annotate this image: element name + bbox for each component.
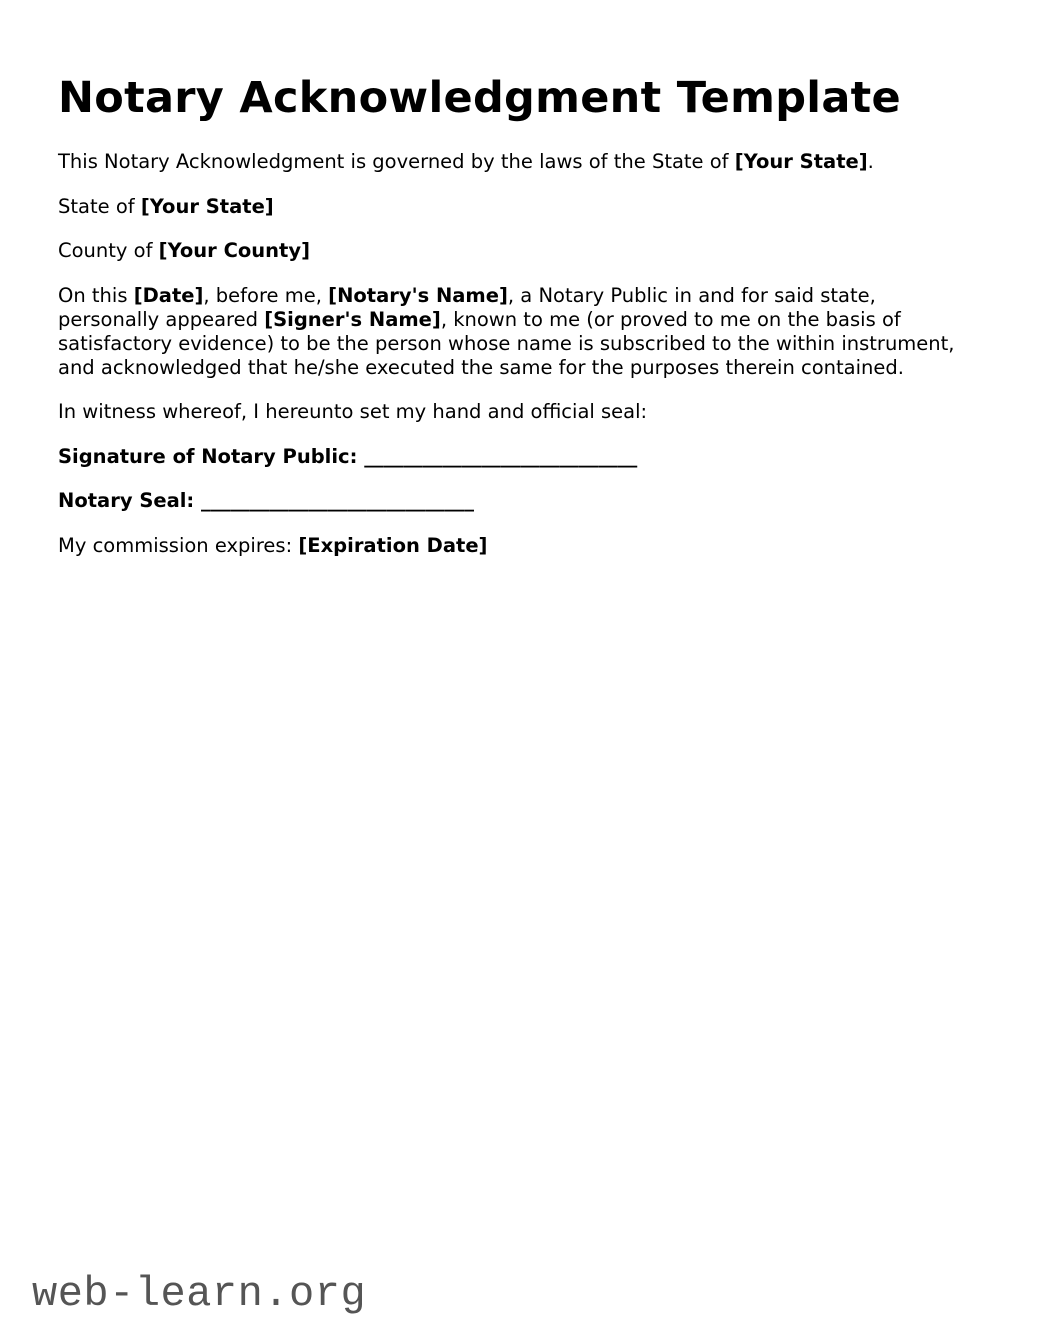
governing-law-paragraph (58, 150, 978, 174)
signature-line (58, 445, 978, 469)
seal-label: Notary Seal: (58, 489, 195, 512)
governing-law-text: This Notary Acknowledgment is governed by the laws of the State of (58, 150, 735, 173)
state-line (58, 195, 978, 219)
state-placeholder: [Your State] (140, 194, 274, 218)
ack-text: On this (58, 283, 134, 307)
commission-label: My commission expires: (58, 533, 299, 557)
signature-blank: ____________________________ (357, 444, 638, 468)
seal-blank: ____________________________ (194, 489, 475, 512)
seal-line (58, 489, 978, 513)
county-placeholder: [Your County] (158, 239, 311, 262)
period: . (867, 150, 874, 173)
witness-line: In witness whereof, I hereunto set my hand and official seal: (58, 400, 648, 423)
acknowledgment-paragraph (58, 284, 978, 380)
signature-label: Signature of Notary Public: (58, 444, 358, 468)
expiration-date-placeholder: [Expiration Date] (298, 533, 488, 557)
ack-text: , known to me (or proved to me on the basis of satisfactory evidence) to be the person whose name is subscribed to the within instrument, and acknowledged that he/she executed the same for the purposes therein contained. (58, 307, 955, 379)
county-line (58, 239, 978, 263)
signer-name-placeholder: [Signer's Name] (264, 307, 441, 331)
ack-text: , before me, (203, 283, 329, 307)
county-label: County of (58, 239, 159, 262)
ack-text: , a Notary Public in and for said state, personally appeared (58, 283, 876, 331)
commission-line (58, 534, 978, 558)
document-title: Notary Acknowledgment Template (58, 73, 901, 123)
document-page (58, 72, 978, 558)
state-placeholder: [Your State] (734, 150, 868, 173)
watermark: web-learn.org (32, 1270, 367, 1318)
state-label: State of (58, 194, 141, 218)
date-placeholder: [Date] (133, 283, 204, 307)
notary-name-placeholder: [Notary's Name] (328, 283, 508, 307)
